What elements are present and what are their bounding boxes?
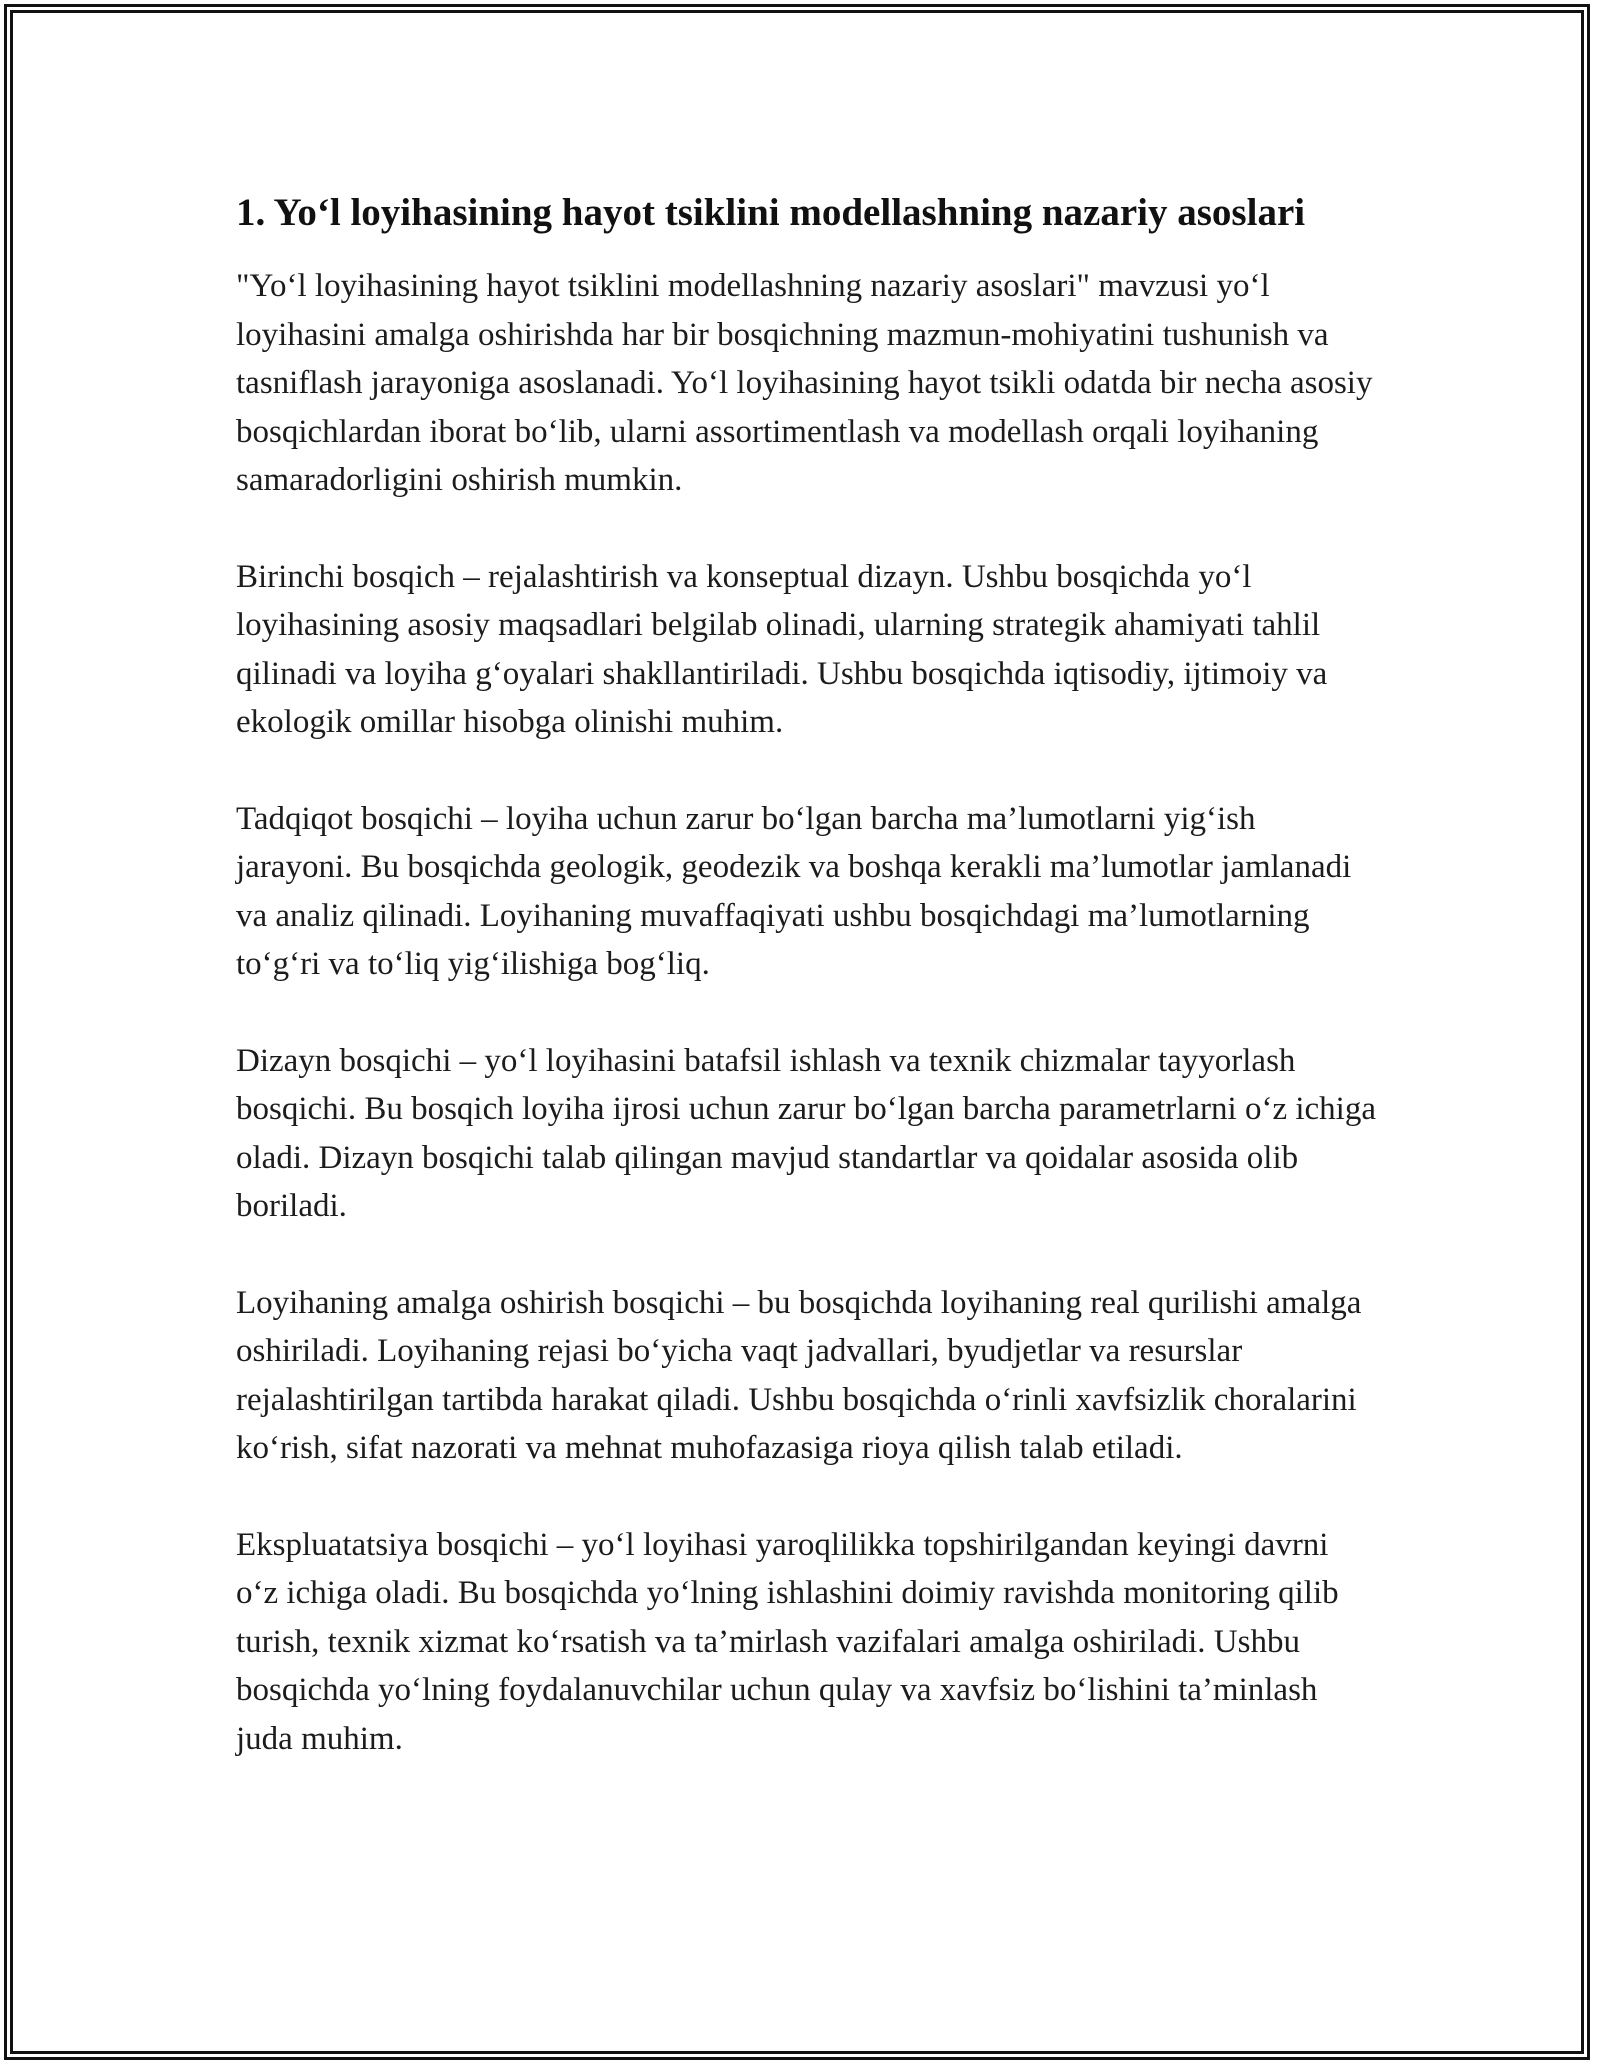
- paragraph-design-stage: Dizayn bosqichi – yo‘l loyihasini batafsil ishlash va texnik chizmalar tayyorlash bosqichi. Bu bosqich loyiha ijrosi uchun zarur bo‘lgan barcha parametrlarni o‘z ichiga oladi. Dizayn bosqichi talab qilingan mavjud standartlar va qoidalar asosida olib boriladi.: [236, 1042, 1376, 1224]
- page-title: 1. Yo‘l loyihasining hayot tsiklini modellashning nazariy asoslari: [236, 191, 1306, 234]
- paragraph-introduction: "Yo‘l loyihasining hayot tsiklini modellashning nazariy asoslari" mavzusi yo‘l loyihasini amalga oshirishda har bir bosqichning mazmun-mohiyatini tushunish va tasniflash jarayoniga asoslanadi. Yo‘l loyihasining hayot tsikli odatda bir necha asosiy bosqichlardan iborat bo‘lib, ularni assortimentlash va modellash orqali loyihaning samaradorligini oshirish mumkin.: [236, 268, 1373, 498]
- paragraph-research-stage: Tadqiqot bosqichi – loyiha uchun zarur bo‘lgan barcha ma’lumotlarni yig‘ish jarayoni. Bu bosqichda geologik, geodezik va boshqa kerakli ma’lumotlar jamlanadi va analiz qilinadi. Loyihaning muvaffaqiyati ushbu bosqichdagi ma’lumotlarning to‘g‘ri va to‘liq yig‘ilishiga bog‘liq.: [236, 800, 1352, 982]
- paragraph-implementation-stage: Loyihaning amalga oshirish bosqichi – bu bosqichda loyihaning real qurilishi amalga oshiriladi. Loyihaning rejasi bo‘yicha vaqt jadvallari, byudjetlar va resurslar rejalashtirilgan tartibda harakat qiladi. Ushbu bosqichda o‘rinli xavfsizlik choralarini ko‘rish, sifat nazorati va mehnat muhofazasiga rioya qilish talab etiladi.: [236, 1284, 1362, 1466]
- paragraph-planning-stage: Birinchi bosqich – rejalashtirish va konseptual dizayn. Ushbu bosqichda yo‘l loyihasining asosiy maqsadlari belgilab olinadi, ularning strategik ahamiyati tahlil qilinadi va loyiha g‘oyalari shakllantiriladi. Ushbu bosqichda iqtisodiy, ijtimoiy va ekologik omillar hisobga olinishi muhim.: [236, 558, 1328, 740]
- document-body: [236, 186, 1376, 1763]
- paragraph-operation-stage: Ekspluatatsiya bosqichi – yo‘l loyihasi yaroqlilikka topshirilgandan keyingi davrni o‘z ichiga oladi. Bu bosqichda yo‘lning ishlashini doimiy ravishda monitoring qilib turish, texnik xizmat ko‘rsatish va ta’mirlash vazifalari amalga oshiriladi. Ushbu bosqichda yo‘lning foydalanuvchilar uchun qulay va xavfsiz bo‘lishini ta’minlash juda muhim.: [236, 1526, 1339, 1757]
